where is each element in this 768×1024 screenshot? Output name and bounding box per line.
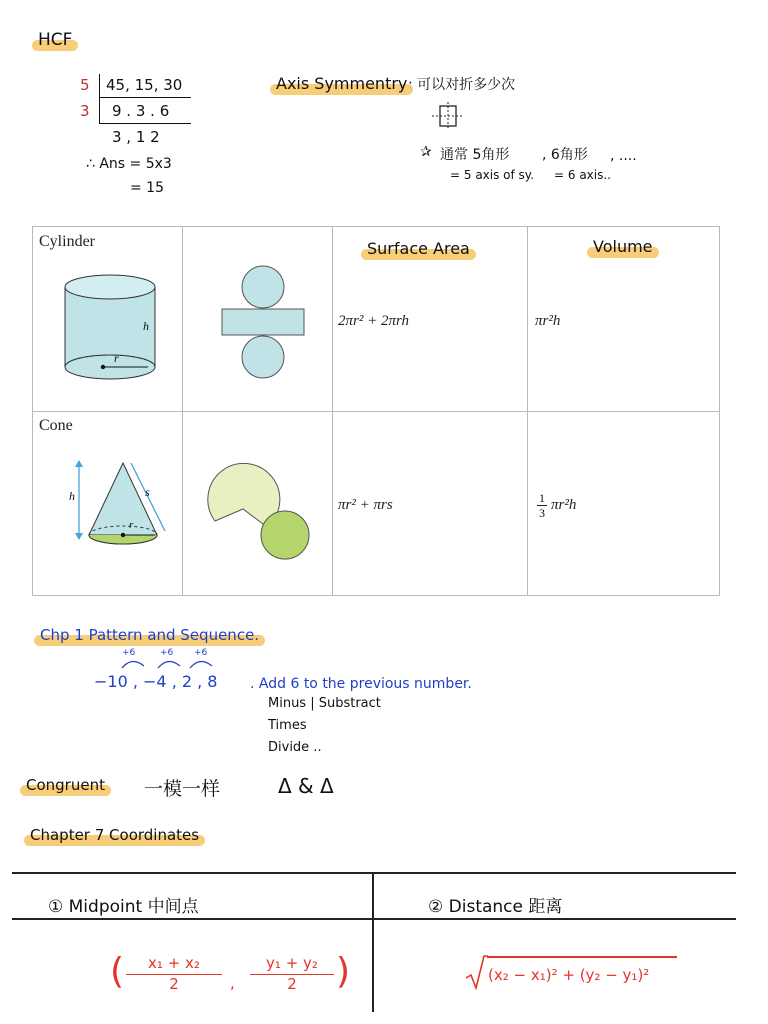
axis-section [260, 60, 680, 200]
axis-star-note: 通常 5角形 [440, 147, 510, 163]
chapter7-title [30, 826, 199, 844]
cylinder-volume-formula: πr²h [535, 313, 561, 329]
cone-diagram [65, 457, 175, 557]
cylinder-diagram [53, 267, 173, 387]
midpoint-header: ① Midpoint 中间点 [48, 897, 199, 917]
table-row-divider [33, 411, 719, 412]
hcf-vline [99, 74, 100, 124]
cone-net-diagram [203, 449, 323, 569]
hcf-title [38, 30, 72, 50]
hcf-ans1: ∴ Ans = 5x3 [86, 156, 172, 172]
hcf-hline2 [99, 123, 191, 124]
midpoint-y-numerator: y₁ + y₂ [250, 954, 334, 975]
midpoint-y-denominator: 2 [287, 975, 297, 993]
operation-times: Times [268, 718, 307, 733]
cone-volume-formula: πr²h [551, 497, 577, 513]
operation-divide: Divide .. [268, 740, 322, 755]
square-root-icon [464, 954, 488, 992]
distance-formula-text: (x₂ − x₁)² + (y₂ − y₁)² [488, 966, 650, 984]
congruent-chinese: 一模一样 [144, 778, 221, 800]
axis-title-text: Axis Symmentry [276, 74, 408, 93]
midpoint-open-paren: ( [110, 951, 125, 992]
hcf-ans2: = 15 [130, 180, 164, 196]
cone-volume-denominator: 3 [539, 506, 545, 520]
hcf-title-text: HCF [38, 30, 73, 50]
cylinder-label: Cylinder [39, 233, 95, 250]
cone-volume-fraction [537, 491, 547, 520]
star-icon: ✰ [420, 144, 432, 160]
cone-s-label: s [145, 485, 150, 499]
axis-star-note2: , 6角形 [542, 147, 588, 163]
hcf-hline1 [99, 97, 191, 98]
cone-r-label: r [129, 519, 134, 531]
axis-note: : 可以对折多少次 [408, 77, 516, 93]
midpoint-y-fraction [250, 954, 334, 993]
congruent-symbol: Δ & Δ [278, 774, 334, 798]
cylinder-surface-formula: 2πr² + 2πrh [338, 313, 410, 329]
step-label-3: +6 [194, 648, 208, 658]
midpoint-x-numerator: x₁ + x₂ [126, 954, 222, 975]
sequence-steps [118, 648, 228, 670]
midpoint-x-denominator: 2 [169, 975, 179, 993]
distance-header: ② Distance 距离 [428, 897, 563, 917]
hcf-section [0, 0, 240, 210]
midpoint-close-paren: ) [336, 951, 351, 992]
hcf-divisor-3: 3 [80, 102, 90, 120]
hcf-row3: 3 , 1 2 [112, 128, 160, 146]
hcf-row1: 45, 15, 30 [106, 76, 183, 94]
axis-sub1: = 5 axis of sy. [450, 168, 535, 182]
midpoint-x-fraction [126, 954, 222, 993]
distance-formula [464, 954, 684, 994]
sequence-rule: . Add 6 to the previous number. [250, 676, 472, 692]
cone-h-label: h [69, 489, 75, 503]
axis-title [276, 74, 407, 93]
congruent-title [26, 776, 105, 794]
step-arrows-icon [118, 656, 228, 670]
chp1-title [40, 626, 259, 644]
cone-label: Cone [39, 417, 73, 434]
sequence-values: −10 , −4 , 2 , 8 [94, 672, 218, 691]
cylinder-h-label: h [143, 319, 149, 333]
coord-table-top-line [12, 872, 736, 874]
midpoint-comma: , [230, 974, 235, 992]
cylinder-net-diagram [213, 257, 313, 387]
surface-area-header-text: Surface Area [367, 239, 470, 258]
chapter7-title-text: Chapter 7 Coordinates [30, 826, 200, 844]
hcf-divisor-5: 5 [80, 76, 90, 94]
coord-table-header-line [12, 918, 736, 920]
folded-square-icon [430, 102, 466, 132]
step-label-2: +6 [160, 648, 174, 658]
cone-volume-numerator: 1 [539, 491, 545, 505]
step-label-1: +6 [122, 648, 136, 658]
formula-table [32, 226, 720, 596]
square-root-bar [487, 956, 677, 958]
axis-sub2: = 6 axis.. [554, 168, 611, 182]
volume-header-text: Volume [593, 237, 653, 256]
surface-area-header [367, 239, 470, 258]
coord-table-divider [372, 872, 374, 1012]
operation-minus: Minus | Substract [268, 696, 381, 711]
cylinder-r-label: r [114, 351, 119, 365]
congruent-title-text: Congruent [26, 776, 105, 794]
axis-dots: , .... [610, 148, 637, 164]
cone-surface-formula: πr² + πrs [338, 497, 393, 513]
chp1-title-text: Chp 1 Pattern and Sequence. [40, 626, 260, 644]
volume-header [593, 237, 653, 256]
hcf-row2: 9 . 3 . 6 [112, 102, 170, 120]
midpoint-formula [110, 950, 350, 1000]
